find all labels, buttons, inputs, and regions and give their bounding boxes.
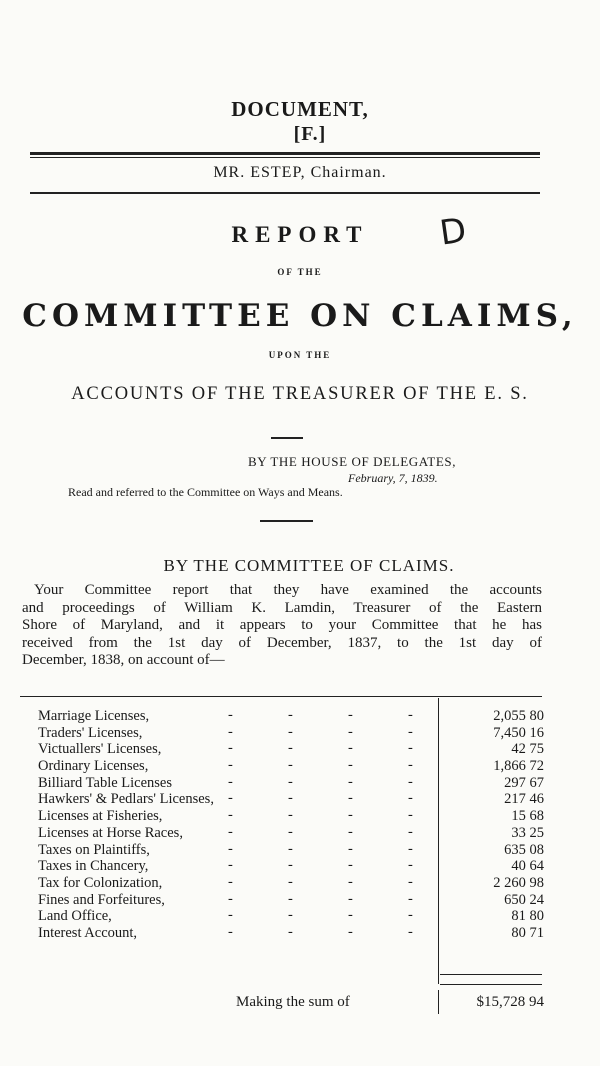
account-label: Victuallers' Licenses, [38, 741, 162, 758]
account-label: Licenses at Horse Races, [38, 824, 183, 841]
leader-dashes: - - - - [228, 773, 413, 790]
account-amount: 81 80 [511, 908, 544, 925]
account-label: Hawkers' & Pedlars' Licenses, [38, 791, 214, 808]
table-row [38, 842, 544, 859]
handwritten-mark: D [437, 210, 469, 254]
account-label: Taxes in Chancery, [38, 858, 149, 875]
account-amount: 42 75 [511, 741, 544, 758]
account-amount: 80 71 [511, 924, 544, 941]
report-paragraph [22, 582, 542, 670]
table-row [38, 775, 544, 792]
top-rule-thin [30, 157, 540, 158]
table-row [38, 908, 544, 925]
leader-dashes: - - - - [228, 707, 413, 723]
accounts-table [38, 708, 544, 942]
account-amount: 635 08 [504, 841, 544, 858]
table-row [38, 758, 544, 775]
leader-dashes: - - - - [228, 757, 413, 774]
account-amount: 217 46 [504, 791, 544, 808]
table-row [38, 741, 544, 758]
leader-dashes: - - - - [228, 807, 413, 824]
leader-dashes: - - - - [228, 857, 413, 874]
document-title: DOCUMENT, [231, 97, 369, 121]
committee-byline: BY THE COMMITTEE OF CLAIMS. [163, 556, 455, 575]
referred-line: Read and referred to the Committee on Ways and Means. [68, 485, 343, 499]
by-house-line: BY THE HOUSE OF DELEGATES, [248, 454, 457, 469]
account-amount: 650 24 [504, 891, 544, 908]
paragraph-line: Shore of Maryland, and it appears to your Committee that he has [22, 617, 542, 634]
document-letter: [F.] [293, 123, 327, 145]
account-label: Land Office, [38, 908, 112, 925]
paragraph-line: Your Committee report that they have examined the accounts [34, 582, 542, 598]
account-label: Ordinary Licenses, [38, 758, 149, 775]
leader-dashes: - - - - [228, 840, 413, 857]
table-row [38, 875, 544, 892]
account-amount: 1,866 72 [493, 758, 544, 775]
accounts-heading: ACCOUNTS OF THE TREASURER OF THE E. S. [71, 384, 529, 404]
account-amount: 33 25 [511, 824, 544, 841]
account-label: Billiard Table Licenses [38, 774, 173, 791]
leader-dashes: - - - - [228, 873, 413, 890]
short-rule-2 [260, 520, 313, 522]
leader-dashes: - - - - [228, 923, 413, 940]
committee-heading: COMMITTEE ON CLAIMS, [22, 298, 578, 334]
leader-dashes: - - - - [228, 740, 413, 757]
chair-rule [30, 192, 540, 194]
table-row [38, 708, 544, 725]
table-row [38, 825, 544, 842]
table-row [38, 858, 544, 875]
account-amount: 40 64 [511, 858, 544, 875]
table-row [38, 892, 544, 909]
paragraph-line: received from the 1st day of December, 1837, to the 1st day of [22, 634, 542, 651]
account-label: Tax for Colonization, [38, 874, 163, 891]
account-amount: 297 67 [504, 774, 544, 791]
leader-dashes: - - - - [228, 890, 413, 907]
table-top-rule [20, 696, 542, 697]
total-amount: $15,728 94 [476, 994, 544, 1010]
account-label: Licenses at Fisheries, [38, 808, 163, 825]
total-rule-1 [440, 974, 542, 975]
account-label: Traders' Licenses, [38, 724, 143, 741]
account-amount: 2 260 98 [493, 874, 544, 891]
top-rule-thick [30, 152, 540, 155]
leader-dashes: - - - - [228, 723, 413, 740]
account-label: Interest Account, [38, 924, 138, 941]
account-amount: 7,450 16 [493, 724, 544, 741]
paragraph-line: and proceedings of William K. Lamdin, Treasurer of the Eastern [22, 599, 542, 616]
date-line: February, 7, 1839. [348, 471, 438, 485]
total-label: Making the sum of [236, 994, 350, 1010]
total-rule-2 [440, 984, 542, 985]
table-row [38, 725, 544, 742]
account-label: Fines and Forfeitures, [38, 891, 165, 908]
table-row [38, 808, 544, 825]
chairman-line: MR. ESTEP, Chairman. [213, 164, 387, 181]
upon-the-text: UPON THE [268, 350, 332, 360]
table-row [38, 925, 544, 942]
account-amount: 2,055 80 [493, 708, 544, 724]
of-the-text: OF THE [277, 267, 323, 277]
account-label: Marriage Licenses, [38, 708, 150, 724]
table-row [38, 791, 544, 808]
account-amount: 15 68 [511, 808, 544, 825]
account-label: Taxes on Plaintiffs, [38, 841, 150, 858]
short-rule-1 [271, 437, 303, 439]
leader-dashes: - - - - [228, 823, 413, 840]
paragraph-line: December, 1838, on account of— [22, 652, 225, 669]
leader-dashes: - - - - [228, 907, 413, 924]
leader-dashes: - - - - [228, 790, 413, 807]
report-heading: REPORT [231, 222, 369, 247]
